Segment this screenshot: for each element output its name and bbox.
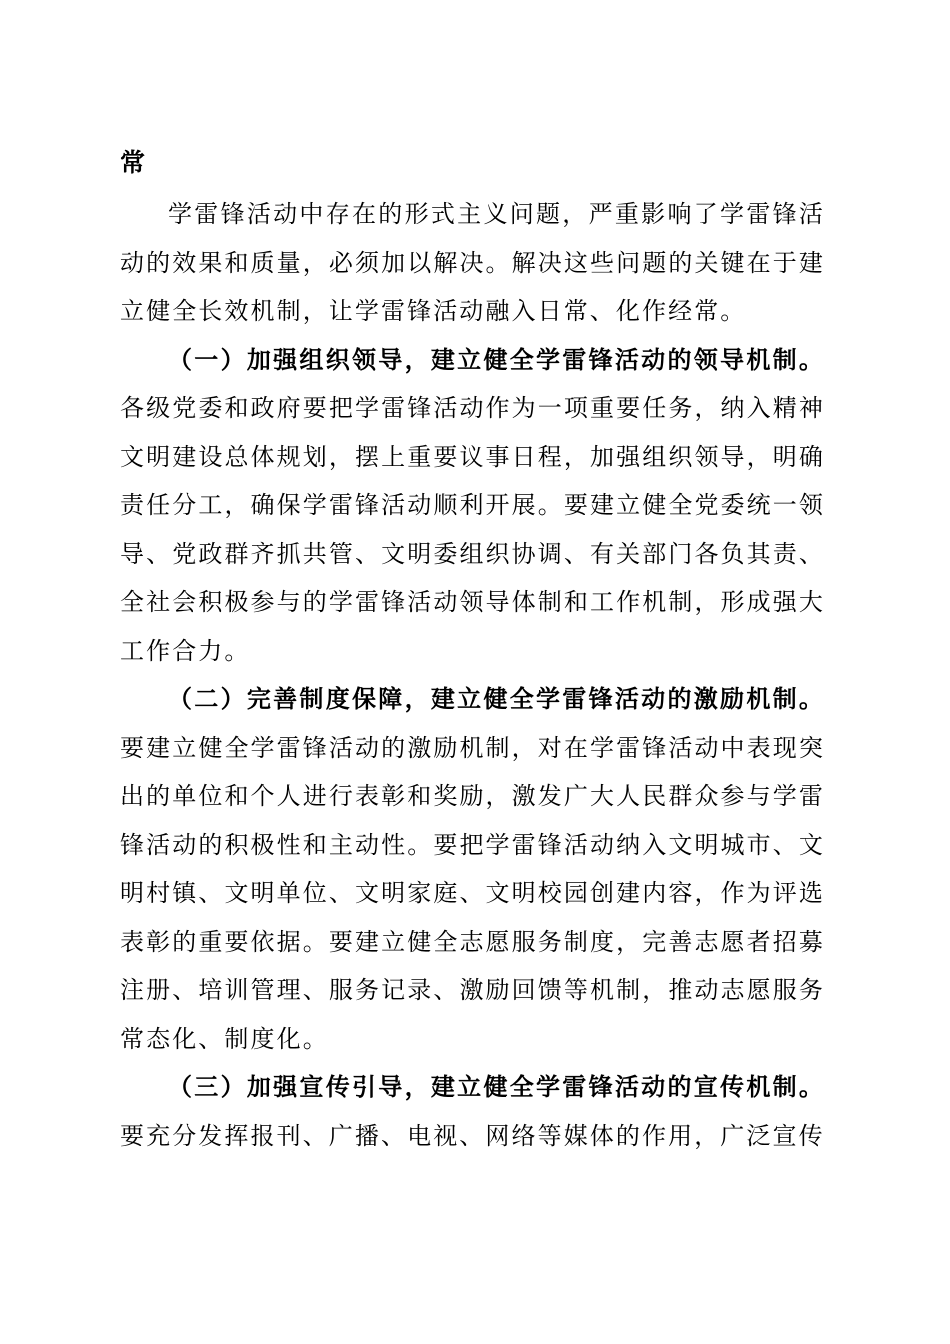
paragraph-text: 要建立健全学雷锋活动的激励机制，对在学雷锋活动中表现突出的单位和个人进行表彰和奖励，激发广大人民群众参与学雷锋活动的积极性和主动性。要把学雷锋活动纳入文明城市、文明村镇、文明单位、文明家庭、文明校园创建内容，作为评选表彰的重要依据。要建立健全志愿服务制度，完善志愿者招募注册、培训管理、服务记录、激励回馈等机制，推动志愿服务常态化、制度化。 — [120, 733, 825, 1053]
carry-over-heading: 常 — [120, 148, 146, 177]
paragraph-text: 要充分发挥报刊、广播、电视、网络等媒体的作用，广泛宣传 — [120, 1121, 825, 1150]
section-heading: （一）加强组织领导，建立健全学雷锋活动的领导机制。 — [168, 345, 825, 374]
paragraph-text: 学雷锋活动中存在的形式主义问题，严重影响了学雷锋活动的效果和质量，必须加以解决。解决这些问题的关键在于建立健全长效机制，让学雷锋活动融入日常、化作经常。 — [120, 200, 825, 325]
paragraph-section-2 — [120, 675, 825, 1063]
paragraph-text: 各级党委和政府要把学雷锋活动作为一项重要任务，纳入精神文明建设总体规划，摆上重要议事日程，加强组织领导，明确责任分工，确保学雷锋活动顺利开展。要建立健全党委统一领导、党政群齐抓共管、文明委组织协调、有关部门各负其责、全社会积极参与的学雷锋活动领导体制和工作机制，形成强大工作合力。 — [120, 394, 825, 665]
document-body — [120, 190, 825, 1160]
paragraph-intro — [120, 190, 825, 336]
section-heading: （二）完善制度保障，建立健全学雷锋活动的激励机制。 — [168, 685, 825, 713]
paragraph-section-1 — [120, 336, 825, 676]
paragraph-section-3 — [120, 1063, 825, 1160]
section-heading: （三）加强宣传引导，建立健全学雷锋活动的宣传机制。 — [168, 1073, 825, 1101]
